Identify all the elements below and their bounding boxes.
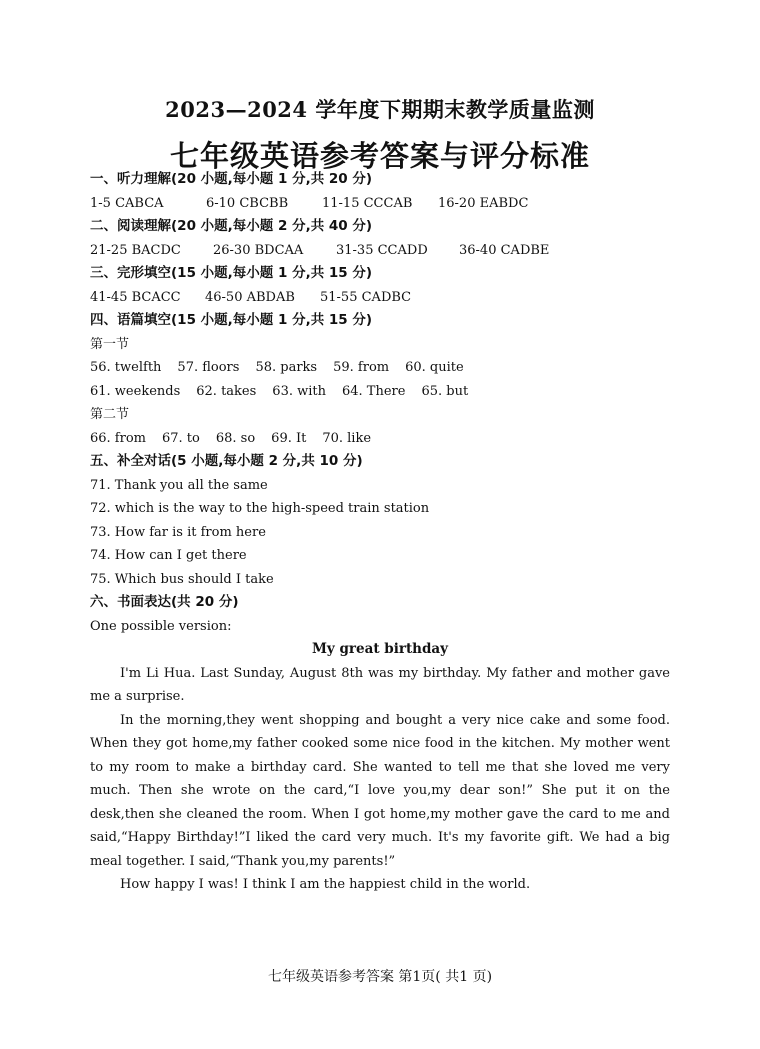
page-footer: 七年级英语参考答案 第1页( 共1 页) bbox=[267, 969, 493, 985]
answer-item: 63. with bbox=[272, 383, 326, 399]
section-heading-reading: 二、阅读理解(20 小题,每小题 2 分,共 40 分) bbox=[90, 218, 373, 234]
answer-group: 1-5 CABCA bbox=[90, 195, 164, 211]
section-heading-grammar: 四、语篇填空(15 小题,每小题 1 分,共 15 分) bbox=[90, 312, 373, 328]
section-heading-listening: 一、听力理解(20 小题,每小题 1 分,共 20 分) bbox=[90, 171, 373, 187]
answer-row-cloze bbox=[90, 286, 670, 310]
essay-paragraph: How happy I was! I think I am the happiest child in the world. bbox=[120, 877, 531, 892]
answer-item: 58. parks bbox=[255, 360, 318, 375]
answer-item: 70. like bbox=[322, 430, 372, 446]
answer-item: 57. floors bbox=[177, 360, 240, 375]
answer-item: 65. but bbox=[421, 383, 469, 399]
essay-title: My great birthday bbox=[311, 641, 449, 657]
section-heading-dialogue: 五、补全对话(5 小题,每小题 2 分,共 10 分) bbox=[90, 453, 363, 469]
answer-row-reading bbox=[90, 239, 670, 263]
answer-item: 66. from bbox=[90, 430, 146, 446]
answer-item: 69. It bbox=[271, 430, 307, 446]
answer-key-content bbox=[90, 168, 670, 897]
essay-paragraph: In the morning,they went shopping and bought a very nice cake and some food. When they got home,my father cooked some nice food in the kitchen. My mother went to my room to make a birthday card. She wanted to tell me that she loved me very much. Then she wrote on the card,“I love you,my dear son!” She put it on the desk,then she cleaned the room. When I got home,my mother gave the card to me and said,“Happy Birthday!”I liked the card very much. It's my favorite gift. We had a big meal together. I said,“Thank you,my parents!” bbox=[90, 712, 670, 869]
answer-group: 11-15 CCCAB bbox=[322, 195, 413, 211]
answer-row-grammar-1 bbox=[90, 356, 670, 380]
answer-group: 36-40 CADBE bbox=[459, 242, 550, 258]
answer-item: 61. weekends bbox=[90, 383, 181, 399]
answer-group: 6-10 CBCBB bbox=[206, 195, 289, 211]
answer-item: 67. to bbox=[162, 430, 200, 446]
answer-row-grammar-3 bbox=[90, 427, 670, 451]
dialogue-answer: 75. Which bus should I take bbox=[90, 571, 274, 587]
document-title-line2: 七年级英语参考答案与评分标准 bbox=[169, 139, 590, 173]
answer-group: 41-45 BCACC bbox=[90, 289, 181, 305]
answer-group: 21-25 BACDC bbox=[90, 242, 181, 258]
writing-intro: One possible version: bbox=[90, 618, 232, 634]
answer-group: 46-50 ABDAB bbox=[205, 289, 295, 305]
answer-row-grammar-2 bbox=[90, 380, 670, 404]
answer-item: 60. quite bbox=[405, 360, 464, 375]
answer-group: 51-55 CADBC bbox=[320, 289, 412, 305]
answer-item: 68. so bbox=[215, 430, 256, 446]
part-label-2: 第二节 bbox=[90, 407, 130, 422]
answer-row-listening bbox=[90, 192, 670, 216]
dialogue-answer: 71. Thank you all the same bbox=[90, 477, 268, 493]
answer-group: 31-35 CCADD bbox=[336, 242, 428, 258]
document-title-line1: 2023—2024 学年度下期期末教学质量监测 bbox=[165, 97, 595, 122]
section-heading-cloze: 三、完形填空(15 小题,每小题 1 分,共 15 分) bbox=[90, 265, 373, 281]
dialogue-answer: 74. How can I get there bbox=[90, 548, 247, 563]
answer-item: 62. takes bbox=[196, 383, 257, 399]
answer-item: 56. twelfth bbox=[90, 360, 162, 375]
essay-paragraph: I'm Li Hua. Last Sunday, August 8th was my birthday. My father and mother gave me a surprise. bbox=[90, 665, 670, 704]
answer-group: 16-20 EABDC bbox=[438, 195, 529, 211]
dialogue-answer: 73. How far is it from here bbox=[90, 524, 266, 540]
answer-item: 64. There bbox=[342, 383, 406, 399]
part-label-1: 第一节 bbox=[90, 336, 130, 352]
dialogue-answer: 72. which is the way to the high-speed train station bbox=[90, 501, 430, 516]
section-heading-writing: 六、书面表达(共 20 分) bbox=[90, 594, 239, 610]
answer-item: 59. from bbox=[333, 360, 390, 375]
answer-group: 26-30 BDCAA bbox=[213, 242, 304, 258]
